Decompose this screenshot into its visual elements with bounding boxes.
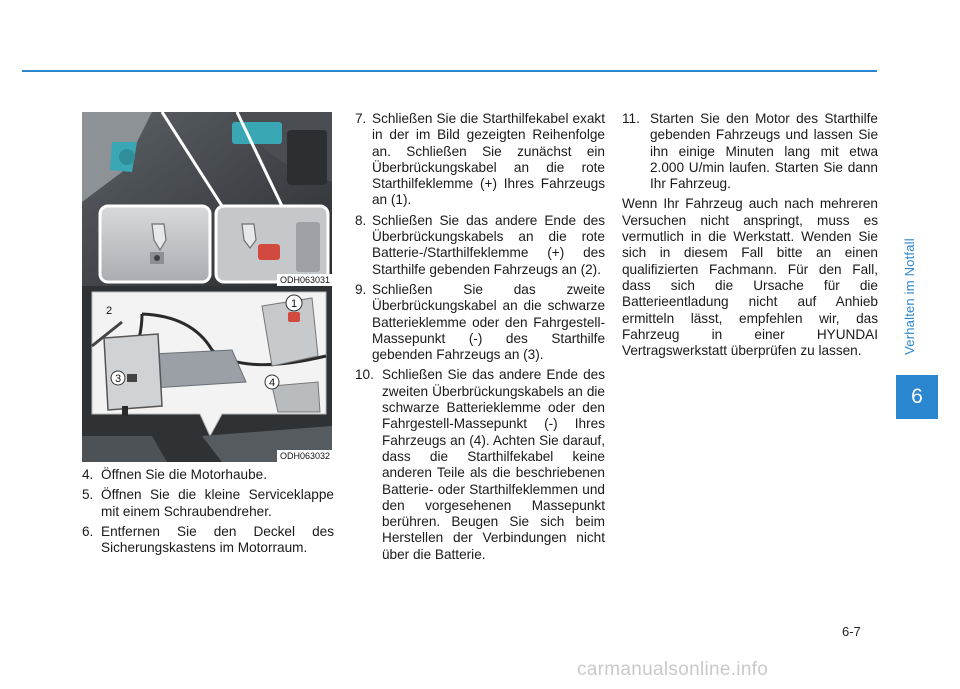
step-text: Entfernen Sie den Deckel des Sicherungskastens im Motorraum. [101, 523, 334, 556]
callout-2: 2 [106, 305, 113, 317]
step-7 [355, 111, 605, 209]
step-5 [82, 487, 334, 520]
column-2 [355, 111, 605, 567]
step-number: 9. [355, 281, 367, 297]
step-text: Schließen Sie das zweite Überbrückungskabel an die schwarze Batterieklemme oder den Fahrgestell-Massepunkt (-) des Starthilfe gebenden Fahrzeugs an (3). [372, 281, 605, 363]
closing-paragraph: Wenn Ihr Fahrzeug auch nach mehreren Versuchen nicht anspringt, muss es vermutlich in die Werkstatt. Wenden Sie sich in diesem Fall bitte an einen qualifizierten Fachmann. Für den Fall, dass sich die Ursache für die Batterieentladung nicht auf Anhieb ermitteln lässt, empfehlen wir, das Fahrzeug in einer HYUNDAI Vertragswerkstatt überprüfen zu lassen. [622, 196, 878, 359]
step-number: 4. [82, 467, 94, 482]
chapter-tab: 6 [896, 375, 938, 419]
step-8 [355, 213, 605, 278]
step-text: Schließen Sie die Starthilfekabel exakt in der im Bild gezeigten Reihenfolge an. Schließen Sie zunächst ein Überbrückungskabel an die rote Starthilfeklemme (+) Ihres Fahrzeugs an (1). [372, 111, 605, 208]
step-number: 8. [355, 212, 367, 228]
step-number: 10. [355, 367, 374, 383]
jump-start-illustration [82, 286, 332, 462]
jump-start-diagram [82, 286, 332, 462]
callout-4: 4 [268, 377, 276, 389]
callout-1: 1 [290, 298, 298, 310]
section-title-text: Verhalten im Notfall [901, 237, 917, 355]
step-11 [622, 111, 878, 192]
image-code: ODH063032 [277, 450, 332, 462]
step-text: Schließen Sie das andere Ende des Überbrückungskabels an die rote Batterie-/Starthilfeklemme (+) des Starthilfe gebenden Fahrzeugs an (2). [372, 212, 605, 277]
watermark: carmanualsonline.info [577, 659, 769, 680]
step-text: Starten Sie den Motor des Starthilfe gebenden Fahrzeugs und lassen Sie ihn einige Minuten lang mit etwa 2.000 U/min laufen. Starten Sie dann Ihr Fahrzeug. [650, 111, 878, 192]
step-text: Öffnen Sie die Motorhaube. [101, 467, 268, 482]
engine-bay-illustration [82, 112, 332, 286]
step-number: 6. [82, 523, 94, 539]
header-rule [22, 70, 877, 72]
page-number: 6-7 [842, 624, 861, 639]
step-number: 11. [622, 111, 640, 126]
section-title [902, 222, 916, 370]
step-4 [82, 467, 334, 483]
image-code: ODH063031 [277, 274, 332, 286]
step-number: 5. [82, 487, 94, 503]
step-6 [82, 524, 334, 557]
callout-3: 3 [114, 373, 122, 385]
step-9 [355, 282, 605, 363]
column-3 [622, 111, 878, 359]
step-10 [355, 367, 605, 563]
column-1 [82, 467, 334, 560]
engine-bay-photo [82, 112, 332, 286]
step-text: Schließen Sie das andere Ende des zweiten Überbrückungskabels an die schwarze Batterieklemme oder den Fahrgestell-Massepunkt (-) Ihres Fahrzeugs an (4). Achten Sie darauf, dass die Starthilfekabel keine anderen Teile als die beschriebenen Batterie- oder Starthilfeklemmen und den vorgesehenen Massepunkt berühren. Beugen Sie sich beim Herstellen der Verbindungen nicht über die Batterie. [382, 367, 605, 562]
step-text: Öffnen Sie die kleine Serviceklappe mit einem Schraubendreher. [101, 487, 334, 519]
step-number: 7. [355, 111, 367, 126]
